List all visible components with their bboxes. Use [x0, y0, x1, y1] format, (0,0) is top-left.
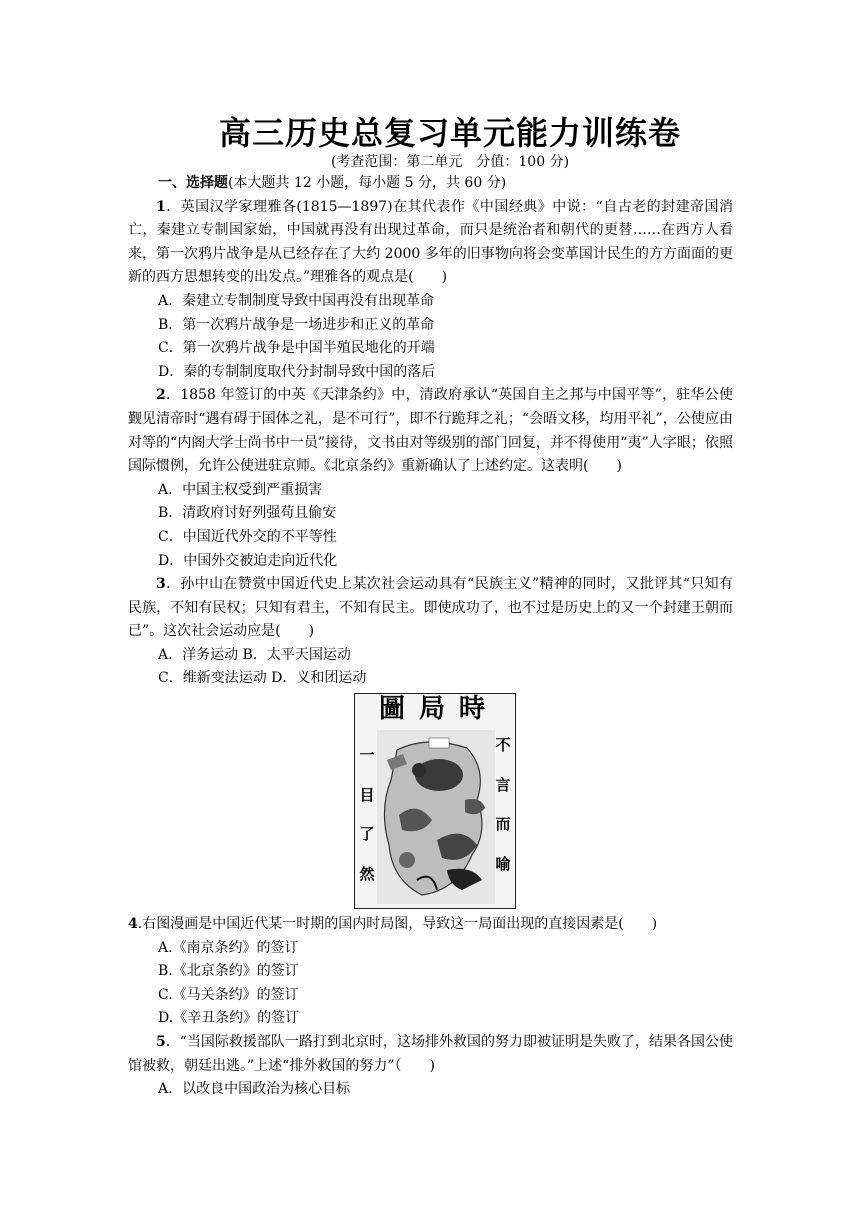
- option: B．第一次鸦片战争是一场进步和正义的革命: [158, 316, 435, 333]
- option: C．中国近代外交的不平等性: [158, 528, 337, 545]
- question-stem: ．英国汉学家理雅各(1815—1897)在其代表作《中国经典》中说：“自古老的封建帝国消亡，秦建立专制国家始，中国就再没有出现过革命，而只是统治者和朝代的更替……在西方人看来，第一次鸦片战争是从已经存在了大约 2000 多年的旧事物向将会变革国计民生的方方面面的更新的西方思想转变的出发点。”理雅各的观点是( ): [128, 198, 733, 286]
- caption-char: 然: [359, 864, 375, 883]
- option-line: C．维新变法运动 D．义和团运动: [158, 670, 367, 687]
- caption-char: 了: [359, 825, 375, 844]
- option: B.《北京条约》的签订: [158, 963, 299, 980]
- question-stem: .右图漫画是中国近代某一时期的国内时局图，导致这一局面出现的直接因素是( ): [137, 916, 658, 933]
- cartoon-map-illustration: [377, 730, 495, 904]
- option: D.《辛丑条约》的签订: [158, 1010, 300, 1027]
- section-heading: [128, 172, 733, 196]
- cartoon-heading-char: 局: [418, 694, 451, 725]
- question-number: 4: [128, 916, 138, 933]
- question-stem: ．孙中山在赞赏中国近代史上某次社会运动具有“民族主义”精神的同时，又批评其“只知有民族，不知有民权；只知有君主，不知有民主。即使成功了，也不过是历史上的又一个封建王朝而已”。这次社会运动应是( ): [128, 576, 733, 640]
- question-3: [128, 573, 733, 644]
- option: C.《马关条约》的签订: [158, 986, 299, 1003]
- cartoon-heading: [355, 694, 515, 726]
- option: A.《南京条约》的签订: [158, 939, 299, 956]
- option: A．秦建立专制制度导致中国再没有出现革命: [158, 292, 435, 309]
- question-number: 2: [156, 387, 166, 404]
- caption-char: 目: [359, 785, 375, 804]
- question-stem: ．“当国际救援部队一路打到北京时，这场排外救国的努力即被证明是失败了，结果各国公使馆被救，朝廷出逃。”上述“排外救国的努力”（ ): [128, 1034, 733, 1074]
- question-1: [128, 196, 733, 290]
- cartoon-heading-char: 圖: [378, 694, 411, 725]
- question-number: 3: [156, 576, 166, 593]
- shiju-tu-cartoon: [354, 693, 516, 909]
- question-number: 1: [156, 198, 166, 215]
- caption-char: 而: [495, 815, 511, 834]
- question-stem: ．1858 年签订的中英《天津条约》中，清政府承认“英国自主之邦与中国平等”，驻华公使觐见清帝时“遇有碍于国体之礼，是不可行”，即不行跪拜之礼；“会晤文移，均用平礼”，公使应由对等的“内阁大学士尚书中一员”接待，文书由对等级别的部门回复，并不得使用“夷”人字眼；依照国际惯例，允许公使进驻京师。《北京条约》重新确认了上述约定。这表明( ): [128, 387, 733, 475]
- question-5: [128, 1031, 733, 1078]
- caption-char: 不: [495, 736, 511, 755]
- option: D．中国外交被迫走向近代化: [158, 552, 338, 569]
- option: C．第一次鸦片战争是中国半殖民地化的开端: [158, 340, 435, 357]
- cartoon-left-caption: [358, 744, 376, 886]
- option-line: A．洋务运动 B．太平天国运动: [158, 646, 351, 663]
- cartoon-heading-char: 時: [459, 694, 492, 725]
- exam-content: [128, 172, 733, 1102]
- option: A．以改良中国政治为核心目标: [158, 1081, 351, 1098]
- option: A．中国主权受到严重损害: [158, 481, 323, 498]
- option: D．秦的专制制度取代分封制导致中国的落后: [158, 363, 436, 380]
- question-number: 5: [156, 1034, 166, 1051]
- caption-char: 喻: [495, 854, 511, 873]
- cartoon-right-caption: [494, 734, 512, 876]
- page-title: 高三历史总复习单元能力训练卷: [218, 114, 681, 152]
- caption-char: 言: [495, 775, 511, 794]
- section-title: 一、选择题: [158, 175, 228, 191]
- question-2: [128, 384, 733, 478]
- caption-char: 一: [359, 746, 375, 765]
- option: B．清政府讨好列强苟且偷安: [158, 505, 337, 522]
- page-subtitle: (考查范围：第二单元 分值：100 分): [330, 154, 570, 170]
- cartoon-figure: [128, 693, 733, 911]
- question-4: [128, 913, 733, 937]
- section-note: (本大题共 12 小题，每小题 5 分，共 60 分): [228, 175, 507, 191]
